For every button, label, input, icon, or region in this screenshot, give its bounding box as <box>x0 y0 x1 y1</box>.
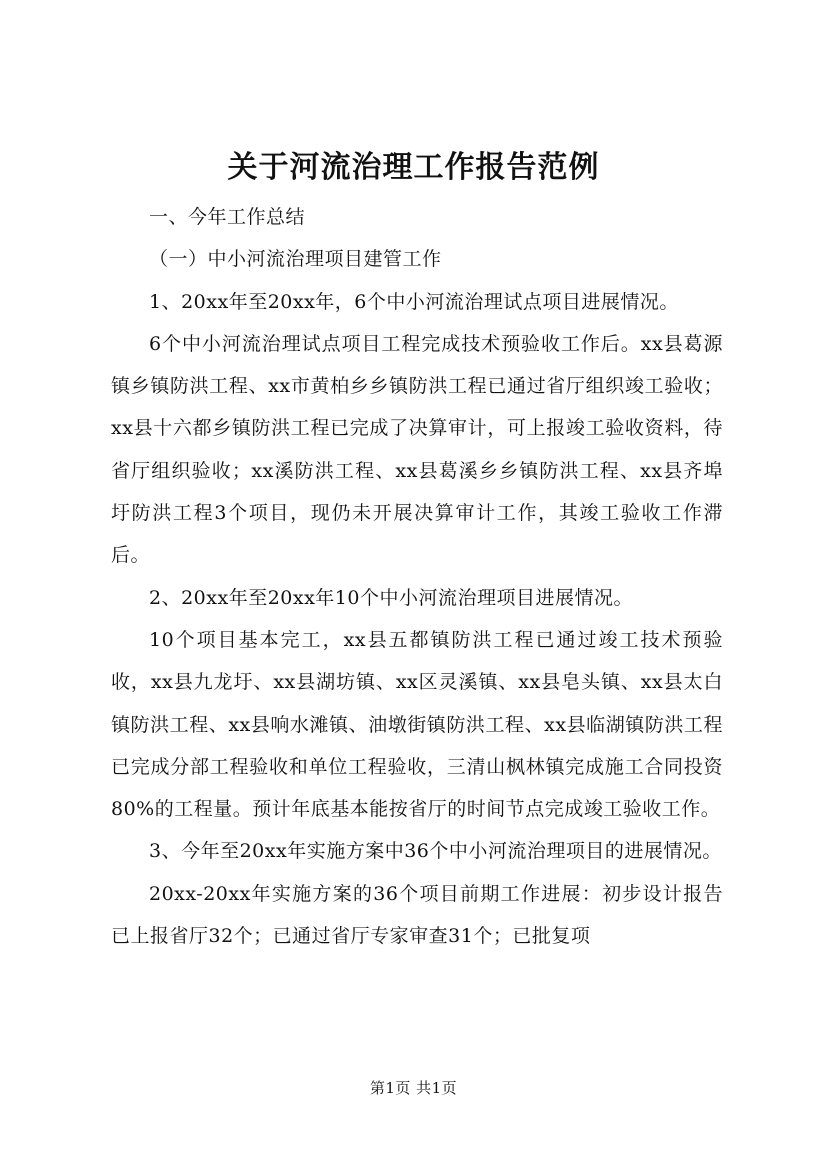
section-heading: 一、今年工作总结 <box>149 206 306 228</box>
page-footer: 第1页 共1页 <box>369 1079 458 1097</box>
paragraph-pilot-projects: 6个中小河流治理试点项目工程完成技术预验收工作后。xx县葛源镇乡镇防洪工程、xx市黄柏乡乡镇防洪工程已通过省厅组织竣工验收；xx县十六都乡镇防洪工程已完成了决算审计，可上报竣工验收资料，待省厅组织验收；xx溪防洪工程、xx县葛溪乡乡镇防洪工程、xx县齐埠圩防洪工程3个项目，现仍未开展决算审计工作，其竣工验收工作滞后。 <box>111 332 723 567</box>
document-title: 关于河流治理工作报告范例 <box>227 150 600 185</box>
paragraph-ten-projects: 10个项目基本完工，xx县五都镇防洪工程已通过竣工技术预验收，xx县九龙圩、xx县湖坊镇、xx区灵溪镇、xx县皂头镇、xx县太白镇防洪工程、xx县响水滩镇、油墩街镇防洪工程、xx县临湖镇防洪工程已完成分部工程验收和单位工程验收，三清山枫林镇完成施工合同投资80%的工程量。预计年底基本能按省厅的时间节点完成竣工验收工作。 <box>111 628 723 821</box>
subsection-heading: （一）中小河流治理项目建管工作 <box>149 248 442 271</box>
paragraph-implementation-plan: 20xx-20xx年实施方案的36个项目前期工作进展：初步设计报告已上报省厅32个；已通过省厅专家审查31个；已批复项 <box>111 882 723 948</box>
item-heading-1: 1、20xx年至20xx年，6个中小河流治理试点项目进展情况。 <box>149 290 679 313</box>
item-heading-2: 2、20xx年至20xx年10个中小河流治理项目进展情况。 <box>149 586 633 609</box>
item-heading-3: 3、今年至20xx年实施方案中36个中小河流治理项目的进展情况。 <box>149 840 722 863</box>
document-body <box>111 196 723 957</box>
